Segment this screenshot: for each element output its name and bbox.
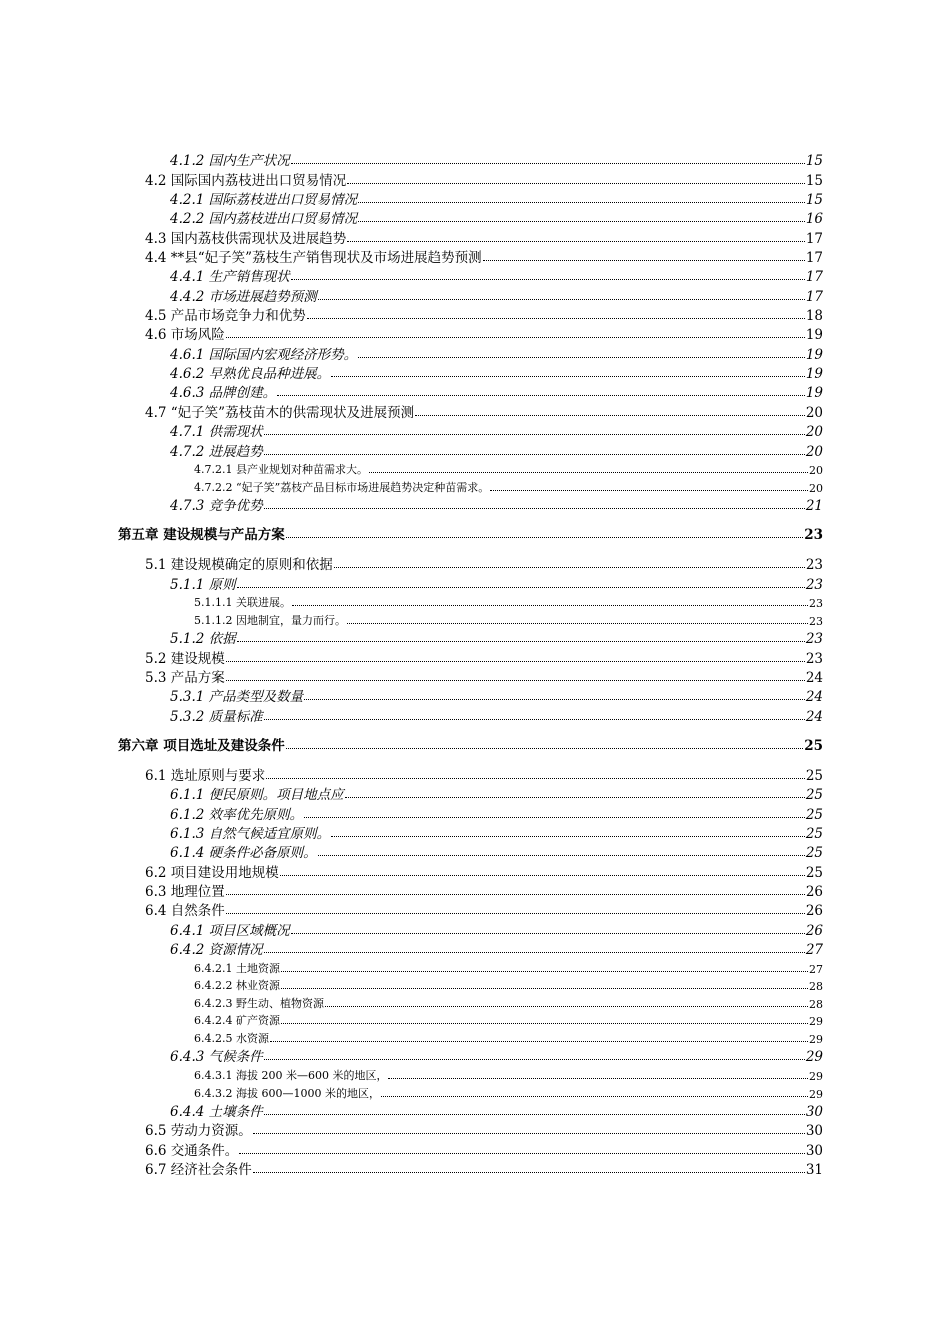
toc-entry-page: 23 (809, 614, 823, 628)
toc-dot-leader (304, 699, 805, 700)
toc-entry[interactable] (0, 976, 823, 994)
toc-entry-title: 6.4.2.4 矿产资源 (194, 1014, 280, 1028)
toc-entry[interactable] (0, 382, 823, 401)
toc-entry-page: 25 (805, 826, 823, 842)
toc-entry-title: 5.1 建设规模确定的原则和依据 (145, 557, 333, 574)
toc-entry-title: 6.1 选址原则与要求 (145, 767, 266, 784)
toc-entry-page: 28 (809, 980, 823, 994)
toc-entry-title: 6.5 劳动力资源。 (145, 1123, 252, 1140)
toc-entry-title: 4.3 国内荔枝供需现状及进展趋势 (145, 230, 347, 247)
toc-entry-page: 20 (809, 481, 823, 495)
toc-entry-page: 25 (804, 737, 823, 754)
toc-entry-page: 29 (809, 1033, 823, 1047)
toc-entry[interactable] (0, 765, 823, 784)
toc-entry-page: 26 (805, 884, 823, 901)
toc-entry-page: 26 (805, 903, 823, 920)
toc-dot-leader (277, 395, 805, 396)
toc-entry[interactable] (0, 919, 823, 938)
toc-entry[interactable] (0, 993, 823, 1011)
toc-entry-title: 6.4 自然条件 (145, 903, 225, 920)
toc-entry-page: 16 (805, 211, 823, 228)
toc-entry-title: 5.3.2 质量标准 (170, 708, 263, 725)
toc-dot-leader (347, 241, 805, 242)
toc-dot-leader (325, 1006, 808, 1007)
toc-dot-leader (253, 1172, 805, 1173)
toc-entry-page: 15 (805, 192, 823, 209)
toc-entry-page: 29 (809, 1015, 823, 1029)
toc-dot-leader (266, 778, 805, 779)
toc-entry-page: 17 (805, 288, 823, 305)
toc-entry-title: 6.1.4 硬条件必备原则。 (170, 845, 317, 862)
toc-entry-page: 28 (809, 997, 823, 1011)
toc-entry-page: 29 (805, 1049, 823, 1066)
toc-entry[interactable] (0, 1065, 823, 1083)
toc-entry-page: 19 (805, 327, 823, 344)
toc-entry-title: 6.4.4 土壤条件 (170, 1103, 263, 1120)
toc-entry[interactable] (0, 1139, 823, 1158)
toc-entry[interactable] (0, 881, 823, 900)
toc-dot-leader (381, 1096, 808, 1097)
toc-entry-title: 4.7.2.2 “妃子笑”荔枝产品目标市场进展趋势决定种苗需求。 (194, 480, 490, 494)
toc-dot-leader (281, 971, 808, 972)
toc-dot-leader (369, 472, 808, 473)
toc-entry-title: 4.7 “妃子笑”荔枝苗木的供需现状及进展预测 (145, 404, 415, 421)
toc-entry[interactable] (0, 1028, 823, 1046)
toc-dot-leader (292, 605, 808, 606)
toc-entry-title: 第五章 建设规模与产品方案 (118, 527, 285, 544)
toc-entry[interactable] (0, 266, 823, 285)
toc-entry-title: 5.1.1.2 因地制宜，量力而行。 (194, 613, 346, 627)
toc-entry-title: 6.4.1 项目区域概况 (170, 922, 290, 939)
toc-dot-leader (318, 855, 805, 856)
toc-entry-title: 6.3 地理位置 (145, 884, 225, 901)
toc-entry-title: 6.4.3.2 海拔 600—1000 米的地区， (194, 1086, 380, 1100)
toc-entry-title: 4.6.1 国际国内宏观经济形势。 (170, 346, 358, 363)
toc-entry-page: 27 (809, 962, 823, 976)
toc-entry-title: 6.1.3 自然气候适宜原则。 (170, 826, 331, 842)
toc-entry-page: 21 (805, 498, 823, 515)
toc-entry[interactable] (0, 735, 823, 754)
toc-entry-title: 6.4.3.1 海拔 200 米—600 米的地区， (194, 1068, 388, 1082)
toc-entry-title: 5.3.1 产品类型及数量 (170, 689, 304, 706)
toc-dot-leader (415, 415, 805, 416)
toc-entry-page: 25 (805, 767, 823, 784)
toc-dot-leader (237, 587, 805, 588)
toc-entry[interactable] (0, 285, 823, 304)
toc-entry-title: 4.2.2 国内荔枝进出口贸易情况 (170, 211, 358, 228)
toc-dot-leader (239, 1153, 805, 1154)
toc-entry[interactable] (0, 647, 823, 666)
toc-dot-leader (237, 641, 805, 642)
toc-entry-page: 23 (804, 527, 823, 544)
toc-dot-leader (264, 952, 805, 953)
toc-entry-title: 6.4.2 资源情况 (170, 942, 263, 959)
toc-entry-page: 25 (805, 806, 823, 823)
toc-entry-title: 5.2 建设规模 (145, 650, 225, 667)
toc-entry-page: 30 (805, 1123, 823, 1140)
toc-dot-leader (264, 1114, 805, 1115)
toc-entry-title: 4.1.2 国内生产状况 (170, 153, 290, 170)
toc-entry-page: 30 (805, 1103, 823, 1120)
toc-entry-page: 29 (809, 1087, 823, 1101)
toc-dot-leader (280, 875, 805, 876)
toc-entry-page: 17 (805, 250, 823, 267)
toc-entry-page: 25 (805, 787, 823, 804)
toc-entry[interactable] (0, 958, 823, 976)
toc-entry-page: 23 (805, 631, 823, 648)
toc-entry[interactable] (0, 169, 823, 188)
toc-entry[interactable] (0, 939, 823, 958)
toc-entry[interactable] (0, 628, 823, 647)
toc-entry-title: 4.2 国际国内荔枝进出口贸易情况 (145, 172, 347, 189)
toc-entry-title: 6.1.1 便民原则。项目地点应 (170, 787, 344, 804)
toc-entry-page: 29 (809, 1069, 823, 1083)
toc-dot-leader (226, 894, 805, 895)
toc-entry-title: 4.7.3 竞争优势 (170, 498, 263, 515)
toc-entry[interactable] (0, 1011, 823, 1029)
toc-dot-leader (281, 988, 808, 989)
toc-dot-leader (307, 318, 805, 319)
toc-dot-leader (291, 163, 805, 164)
toc-entry-title: 4.4.2 市场进展趋势预测 (170, 288, 317, 305)
toc-entry-page: 20 (809, 464, 823, 478)
toc-entry-title: 6.4.2.1 土地资源 (194, 961, 280, 975)
toc-dot-leader (286, 537, 804, 538)
toc-entry-page: 24 (805, 708, 823, 725)
toc-entry[interactable] (0, 324, 823, 343)
toc-entry[interactable] (0, 900, 823, 919)
toc-entry[interactable] (0, 861, 823, 880)
toc-dot-leader (286, 748, 804, 749)
toc-entry[interactable] (0, 803, 823, 822)
toc-entry-title: 6.4.2.5 水资源 (194, 1032, 269, 1046)
toc-entry-page: 18 (805, 308, 823, 325)
toc-entry-page: 23 (805, 576, 823, 593)
toc-entry-title: 4.4 **县“妃子笑”荔枝生产销售现状及市场进展趋势预测 (145, 250, 482, 267)
toc-entry-page: 19 (805, 385, 823, 402)
toc-entry[interactable] (0, 593, 823, 611)
toc-entry-title: 5.1.1.1 关联进展。 (194, 596, 291, 610)
toc-entry[interactable] (0, 686, 823, 705)
toc-dot-leader (253, 1133, 805, 1134)
toc-entry-page: 25 (805, 864, 823, 881)
toc-entry-title: 5.1.1 原则 (170, 576, 236, 593)
toc-dot-leader (347, 183, 805, 184)
toc-entry[interactable] (0, 842, 823, 861)
toc-entry-page: 31 (805, 1161, 823, 1178)
toc-entry-page: 25 (805, 845, 823, 862)
toc-entry[interactable] (0, 150, 823, 169)
toc-entry[interactable] (0, 343, 823, 362)
toc-dot-leader (281, 1023, 808, 1024)
toc-dot-leader (264, 508, 805, 509)
toc-entry-page: 24 (805, 669, 823, 686)
toc-entry-page: 26 (805, 922, 823, 939)
toc-entry[interactable] (0, 705, 823, 724)
toc-dot-leader (347, 623, 808, 624)
toc-entry[interactable] (0, 573, 823, 592)
toc-dot-leader (226, 913, 805, 914)
toc-dot-leader (358, 357, 805, 358)
toc-entry-title: 第六章 项目选址及建设条件 (118, 737, 285, 754)
toc-entry[interactable] (0, 421, 823, 440)
toc-entry[interactable] (0, 227, 823, 246)
toc-dot-leader (331, 376, 805, 377)
toc-entry[interactable] (0, 524, 823, 543)
toc-dot-leader (226, 680, 805, 681)
toc-dot-leader (264, 434, 805, 435)
toc-dot-leader (264, 454, 805, 455)
toc-entry-title: 6.4.2.2 林业资源 (194, 979, 280, 993)
toc-dot-leader (304, 817, 805, 818)
toc-dot-leader (291, 933, 805, 934)
toc-entry[interactable] (0, 247, 823, 266)
toc-dot-leader (490, 490, 808, 491)
toc-dot-leader (226, 337, 805, 338)
toc-entry-title: 6.2 项目建设用地规模 (145, 864, 279, 881)
toc-entry-page: 15 (805, 172, 823, 189)
toc-entry-page: 30 (805, 1142, 823, 1159)
toc-entry[interactable] (0, 1101, 823, 1120)
toc-entry-title: 4.6 市场风险 (145, 327, 225, 344)
toc-entry-page: 19 (805, 366, 823, 383)
toc-entry[interactable] (0, 208, 823, 227)
toc-entry[interactable] (0, 784, 823, 803)
toc-dot-leader (226, 661, 805, 662)
toc-entry-title: 4.2.1 国际荔枝进出口贸易情况 (170, 192, 358, 209)
toc-entry[interactable] (0, 495, 823, 514)
toc-entry[interactable] (0, 477, 823, 495)
toc-entry-page: 23 (805, 557, 823, 574)
toc-entry-page: 17 (805, 269, 823, 286)
toc-entry-page: 23 (809, 597, 823, 611)
toc-entry-page: 15 (805, 153, 823, 170)
toc-entry[interactable] (0, 1159, 823, 1178)
table-of-contents (0, 150, 950, 1178)
toc-entry[interactable] (0, 554, 823, 573)
toc-dot-leader (334, 567, 805, 568)
toc-entry[interactable] (0, 189, 823, 208)
toc-entry-title: 4.7.1 供需现状 (170, 424, 263, 441)
toc-entry-page: 20 (805, 424, 823, 441)
toc-entry[interactable] (0, 1046, 823, 1065)
toc-entry-title: 6.1.2 效率优先原则。 (170, 806, 304, 823)
toc-entry-page: 20 (805, 404, 823, 421)
toc-entry-page: 17 (805, 230, 823, 247)
toc-entry[interactable] (0, 440, 823, 459)
toc-dot-leader (331, 836, 805, 837)
toc-entry-title: 4.5 产品市场竞争力和优势 (145, 308, 306, 325)
toc-entry[interactable] (0, 1083, 823, 1101)
toc-entry[interactable] (0, 460, 823, 478)
toc-entry[interactable] (0, 823, 823, 842)
toc-entry-title: 4.4.1 生产销售现状 (170, 269, 290, 286)
toc-entry-page: 24 (805, 689, 823, 706)
toc-dot-leader (483, 260, 805, 261)
toc-entry-title: 4.7.2.1 县产业规划对种苗需求大。 (194, 463, 368, 477)
toc-entry-page: 23 (805, 650, 823, 667)
toc-dot-leader (291, 279, 805, 280)
toc-dot-leader (264, 719, 805, 720)
toc-entry-title: 4.6.3 品牌创建。 (170, 385, 277, 402)
toc-entry[interactable] (0, 1120, 823, 1139)
toc-entry-title: 4.6.2 早熟优良品种进展。 (170, 366, 331, 383)
toc-entry-page: 27 (805, 942, 823, 959)
toc-entry-title: 5.1.2 依据 (170, 631, 236, 648)
toc-dot-leader (345, 797, 805, 798)
toc-entry-title: 6.4.3 气候条件 (170, 1049, 263, 1066)
toc-entry-title: 6.4.2.3 野生动、植物资源 (194, 996, 324, 1010)
toc-dot-leader (388, 1078, 808, 1079)
toc-dot-leader (358, 202, 805, 203)
toc-dot-leader (318, 299, 805, 300)
toc-entry-title: 5.3 产品方案 (145, 669, 225, 686)
toc-entry-page: 19 (805, 346, 823, 363)
toc-entry[interactable] (0, 363, 823, 382)
toc-entry[interactable] (0, 401, 823, 420)
toc-entry-title: 6.6 交通条件。 (145, 1142, 239, 1159)
toc-entry-title: 4.7.2 进展趋势 (170, 443, 263, 460)
toc-dot-leader (264, 1059, 805, 1060)
toc-dot-leader (270, 1041, 808, 1042)
toc-dot-leader (358, 221, 805, 222)
toc-entry-page: 20 (805, 443, 823, 460)
toc-entry[interactable] (0, 305, 823, 324)
toc-entry[interactable] (0, 667, 823, 686)
toc-entry[interactable] (0, 610, 823, 628)
toc-entry-title: 6.7 经济社会条件 (145, 1161, 252, 1178)
